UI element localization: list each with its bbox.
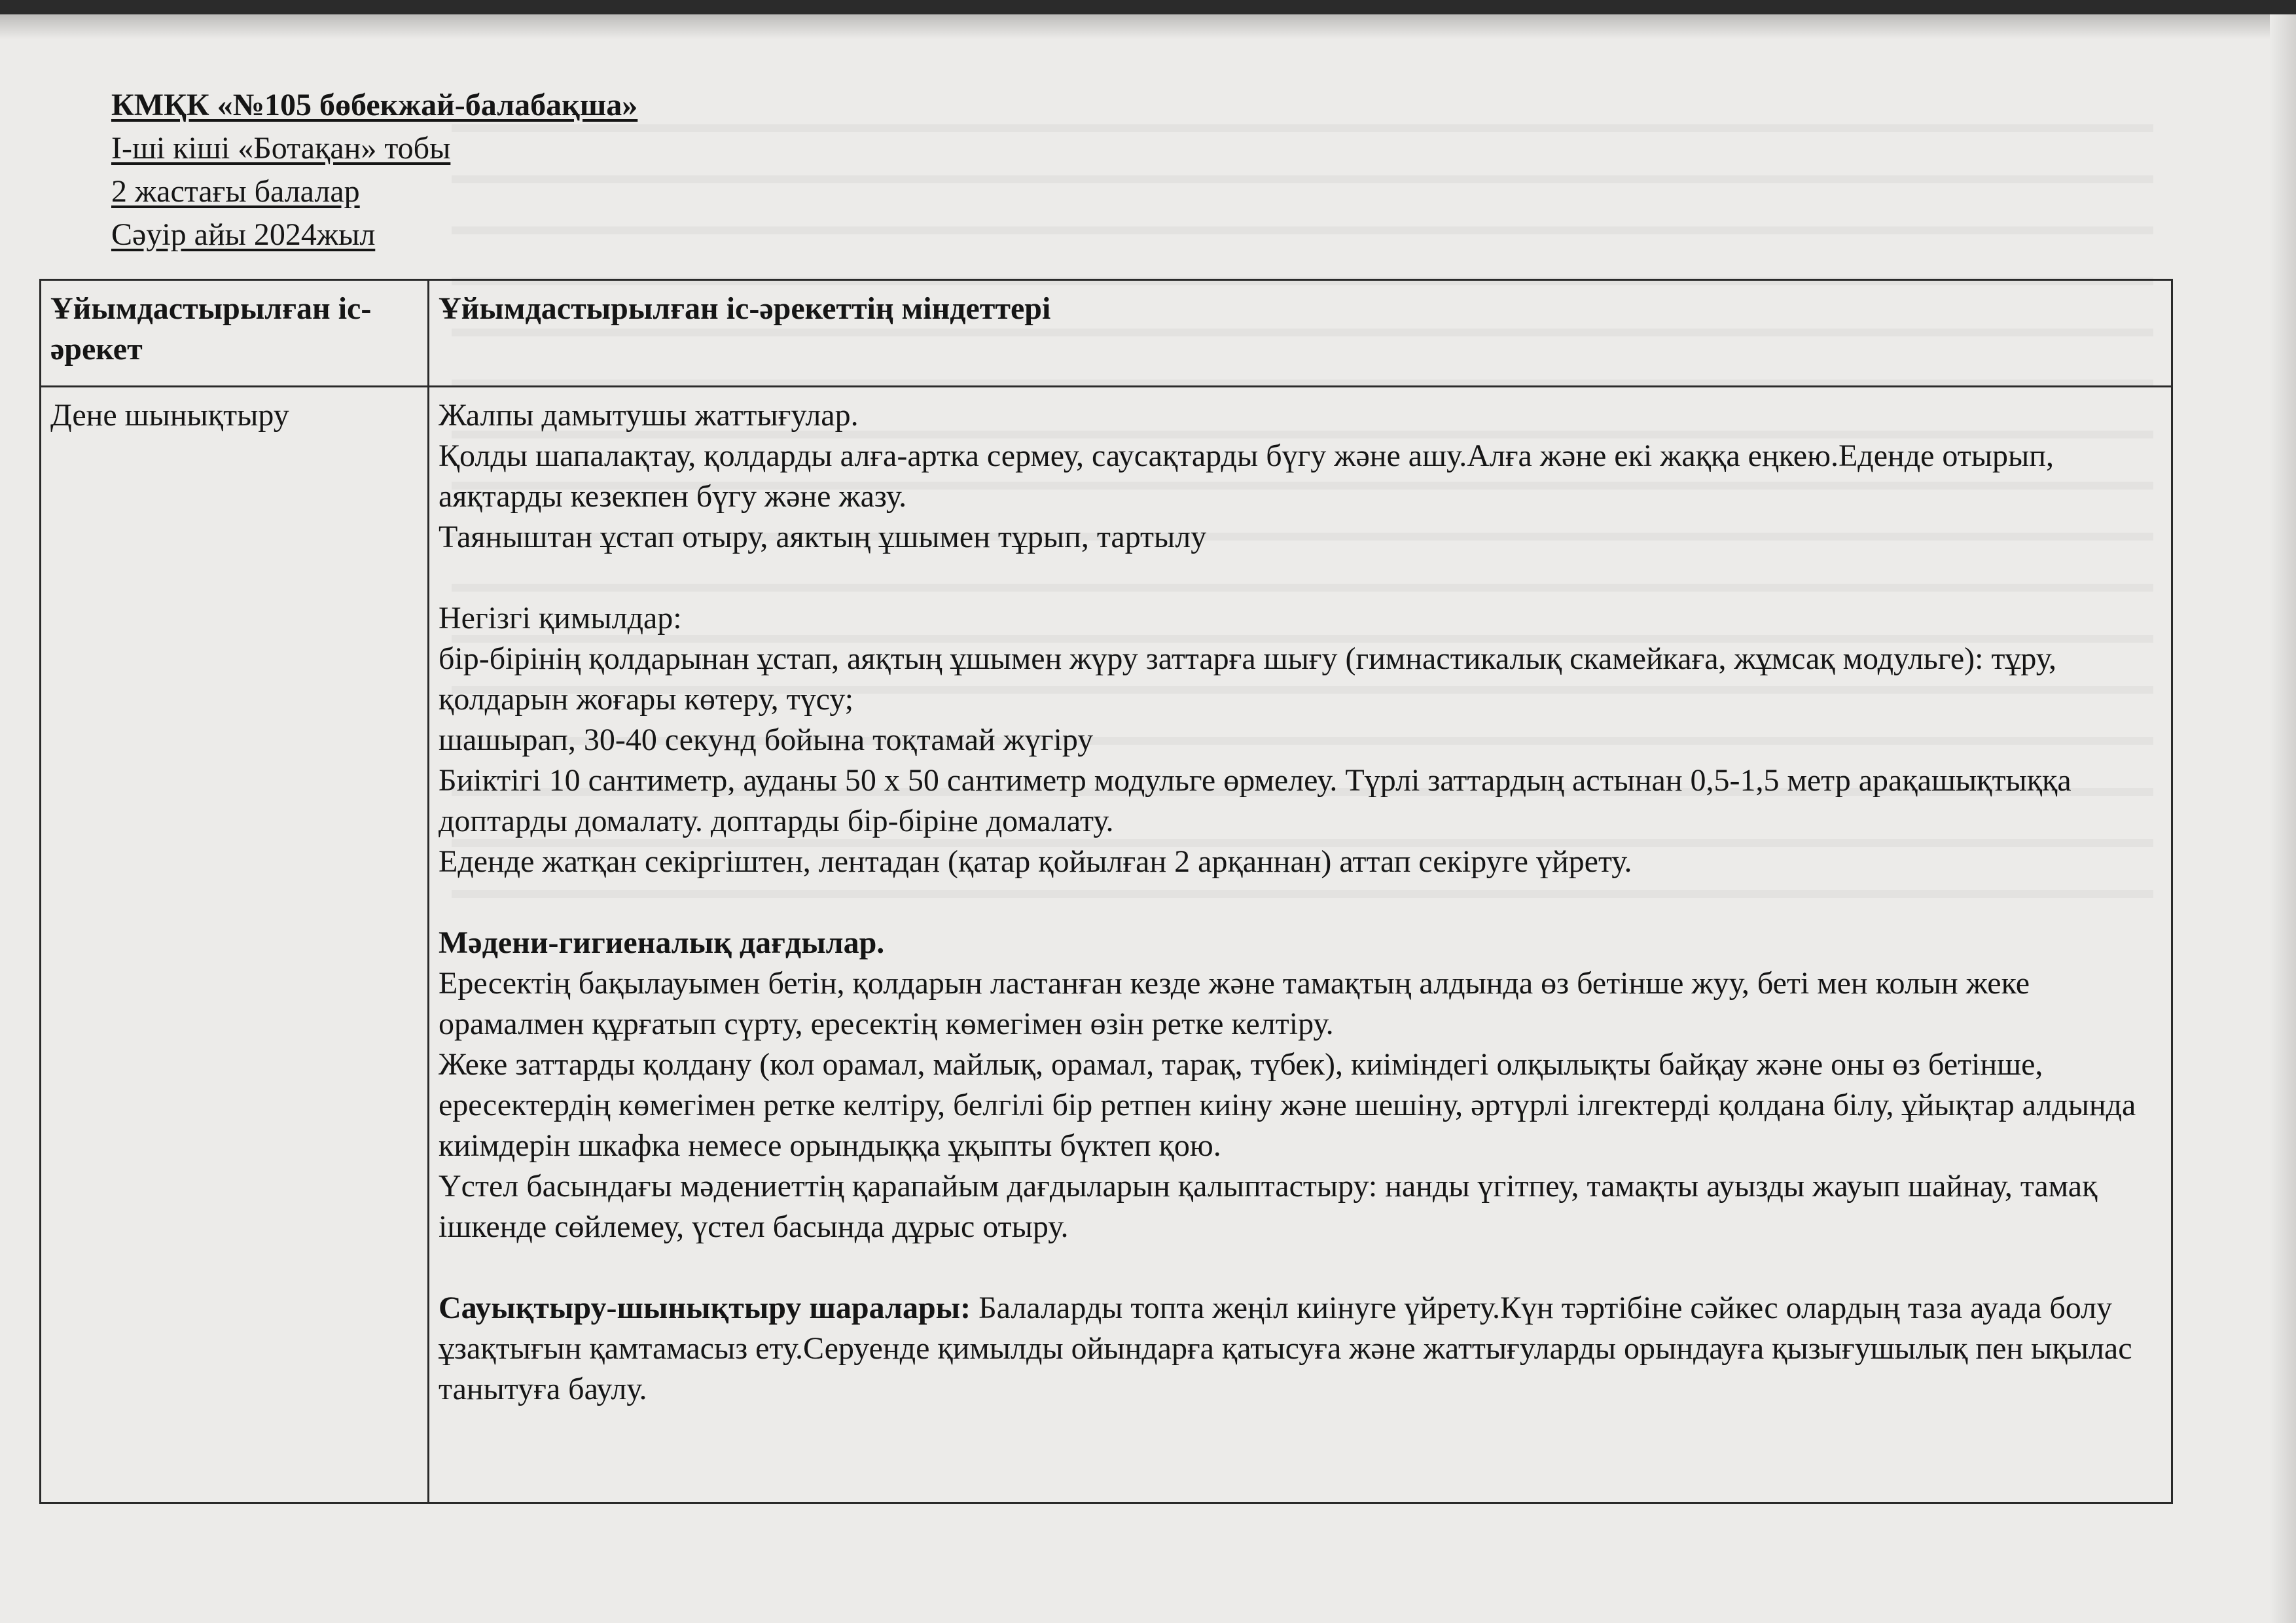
movements-title: Негізгі қимылдар: <box>439 601 682 636</box>
health-paragraph <box>439 1288 2162 1410</box>
tasks-cell <box>429 387 2172 1503</box>
hygiene-title: Мәдени-гигиеналық дағдылар. <box>439 925 885 961</box>
spacer <box>439 882 2162 923</box>
organization-name: КМҚК «№105 бөбекжай-балабақша» <box>111 88 638 122</box>
spacer <box>439 558 2162 598</box>
hygiene-line: Үстел басындағы мәдениеттің қарапайым дағдыларын қалыптастыру: нанды үгітпеу, тамақты ауызды жауып шайнау, тамақ ішкенде сөйлемеу, үстел басында дұрыс отыру. <box>439 1169 2098 1245</box>
table-header-row <box>41 280 2172 387</box>
hygiene-line: Ересектің бақылауымен бетін, қолдарын ластанған кезде және тамақтың алдында өз бетінше жуу, беті мен колын жеке орамалмен құрғатып сүрту, ересектің көмегімен өзін ретке келтіру. <box>439 966 2030 1042</box>
period: Сәуір айы 2024жыл <box>111 217 376 252</box>
column-header-tasks: Ұйымдастырылған іс-әрекеттің міндеттері <box>429 280 2172 387</box>
exercises-line: Қолды шапалақтау, қолдарды алға-артка сермеу, саусақтарды бүгу және ашу.Алға және екі жаққа еңкею.Еденде отырып, аяқтарды кезекпен бүгу және жазу. <box>439 438 2054 514</box>
hygiene-line: Жеке заттарды қолдану (кол орамал, майлық, орамал, тарақ, түбек), киіміндегі олқылықты байқау және оны өз бетінше, ересектердің көмегімен ретке келтіру, белгілі бір ретпен киіну және шешіну, әртүрлі ілгектерді қолдана білу, ұйықтар алдында киімдерін шкафка немесе орындыққа ұқыпты бүктеп қою. <box>439 1047 2136 1164</box>
group-name: І-ші кіші «Ботақан» тобы <box>111 131 451 166</box>
column-header-activity: Ұйымдастырылған іс-әрекет <box>41 280 429 387</box>
activity-name: Дене шынықтыру <box>41 387 429 1503</box>
movements-line: Биіктігі 10 сантиметр, ауданы 50 х 50 сантиметр модульге өрмелеу. Түрлі заттардың астынан 0,5-1,5 метр арақашықтыққа доптарды домалату. доптарды бір-біріне домалату. <box>439 763 2072 839</box>
exercises-line: Таяныштан ұстап отыру, аяктың ұшымен тұрып, тартылу <box>439 520 1207 555</box>
movements-line: шашырап, 30-40 секунд бойына тоқтамай жүгіру <box>439 722 1094 758</box>
movements-line: Еденде жатқан секіргіштен, лентадан (қатар қойылған 2 арқаннан) аттап секіруге үйрету. <box>439 844 1632 880</box>
document-header <box>111 84 637 257</box>
movements-line: бір-бірінің қолдарынан ұстап, аяқтың ұшымен жүру заттарға шығу (гимнастикалық скамейкаға, жұмсақ модульге): тұру, қолдарын жоғары көтеру, түсу; <box>439 641 2056 717</box>
scan-border <box>0 0 2296 14</box>
activities-table <box>39 279 2173 1504</box>
scan-shadow <box>0 14 2296 39</box>
spacer <box>439 1247 2162 1288</box>
table-row <box>41 387 2172 1503</box>
age-group: 2 жастағы балалар <box>111 174 360 209</box>
health-text: Балаларды топта жеңіл киінуге үйрету.Күн тәртібіне сәйкес олардың таза ауада болу ұзақтығын қамтамасыз ету.Серуенде қимылды ойындарға қатысуға және жаттығуларды орындауға қызығушылық пен ықылас танытуға баулу. <box>439 1291 2132 1407</box>
page-edge-shadow <box>2270 14 2296 1623</box>
health-title: Сауықтыру-шынықтыру шаралары: <box>439 1291 971 1326</box>
exercises-title: Жалпы дамытушы жаттығулар. <box>439 398 859 433</box>
